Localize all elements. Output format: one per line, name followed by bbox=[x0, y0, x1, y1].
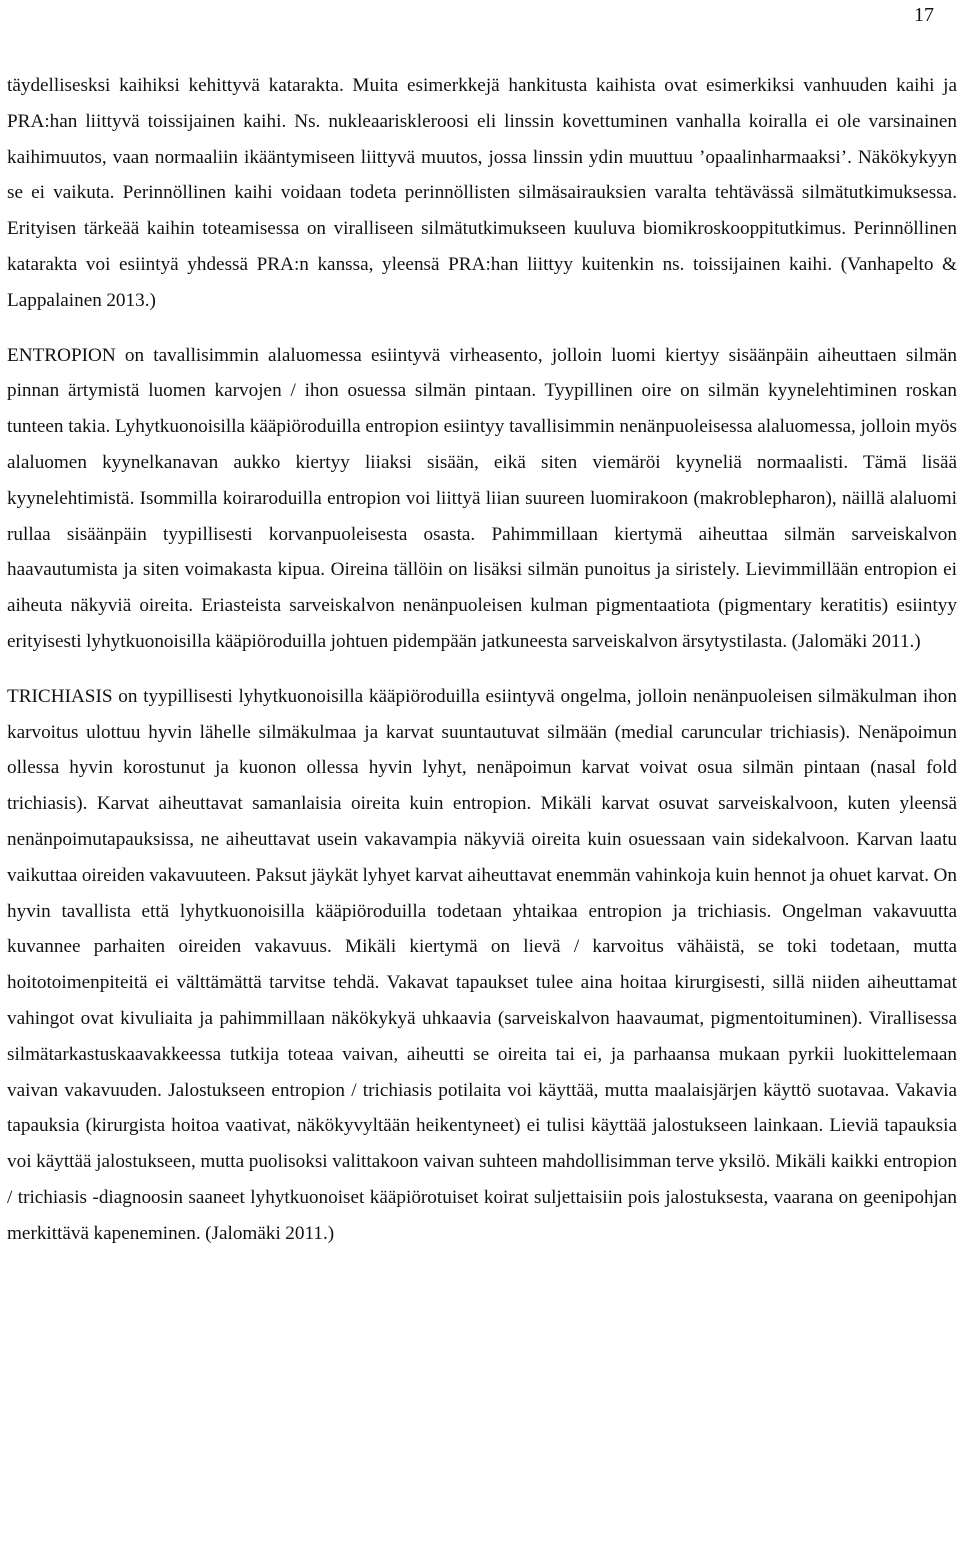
page-number: 17 bbox=[914, 4, 934, 26]
paragraph-trichiasis: TRICHIASIS on tyypillisesti lyhytkuonoisilla kääpiöroduilla esiintyvä ongelma, jolloin nenänpuoleisen silmäkulman ihon karvoitus ulottuu hyvin lähelle silmäkulmaa ja karvat suuntautuvat silmään (medial caruncular trichiasis). Nenäpoimun ollessa hyvin korostunut ja kuonon ollessa hyvin lyhyt, nenäpoimun karvat voivat osua silmän pintaan (nasal fold trichiasis). Karvat aiheuttavat samanlaisia oireita kuin entropion. Mikäli karvat osuvat sarveiskalvoon, kuten yleensä nenänpoimutapauksissa, ne aiheuttavat usein vakavampia näkyviä oireita kuin osuessaan vain sidekalvoon. Karvan laatu vaikuttaa oireiden vakavuuteen. Paksut jäykät lyhyet karvat aiheuttavat enemmän vahinkoja kuin hennot ja ohuet karvat. On hyvin tavallista että lyhytkuonoisilla kääpiöroduilla todetaan yhtaikaa entropion ja trichiasis. Ongelman vakavuutta kuvannee parhaiten oireiden vakavuus. Mikäli kiertymä on lievä / karvoitus vähäistä, se toki todetaan, mutta hoitotoimenpiteitä ei välttämättä tarvitse tehdä. Vakavat tapaukset tulee aina hoitaa kirurgisesti, sillä niiden aiheuttamat vahingot ovat kivuliaita ja pahimmillaan näkökykyä uhkaavia (sarveiskalvon haavaumat, pigmentoituminen). Virallisessa silmätarkastuskaavakkeessa tutkija toteaa vaivan, aiheutti se oireita tai ei, ja parhaansa mukaan pyrkii luokittelemaan vaivan vakavuuden. Jalostukseen entropion / trichiasis potilaita voi käyttää, mutta maalaisjärjen käyttö suotavaa. Vakavia tapauksia (kirurgista hoitoa vaativat, näkökyvyltään heikentyneet) ei tulisi käyttää jalostukseen lainkaan. Lieviä tapauksia voi käyttää jalostukseen, mutta puolisoksi valittakoon vaivan suhteen mahdollisimman terve yksilö. Mikäli kaikki entropion / trichiasis -diagnoosin saaneet lyhytkuonoiset kääpiörotuiset koirat suljettaisiin pois jalostuksesta, vaarana on geenipohjan merkittävä kapeneminen. (Jalomäki 2011.) bbox=[7, 685, 957, 1244]
paragraph-entropion: ENTROPION on tavallisimmin alaluomessa esiintyvä virheasento, jolloin luomi kiertyy sisäänpäin aiheuttaen silmän pinnan ärtymistä luomen karvojen / ihon osuessa silmän pintaan. Tyypillinen oire on silmän kyynelehtiminen roskan tunteen takia. Lyhytkuonoisilla kääpiöroduilla entropion esiintyy tavallisimmin nenänpuoleisessa alaluomessa, jolloin myös alaluomen kyynelkanavan aukko kiertyy liiaksi sisään, eikä siten viemäröi kyyneliä normaalisti. Tämä lisää kyynelehtimistä. Isommilla koiraroduilla entropion voi liittyä liian suureen luomirakoon (makroblepharon), näillä alaluomi rullaa sisäänpäin tyypillisesti korvanpuoleisesta osasta. Pahimmillaan kiertymä aiheuttaa silmän sarveiskalvon haavautumista ja siten voimakasta kipua. Oireina tällöin on lisäksi silmän punoitus ja siristely. Lievimmillään entropion ei aiheuta näkyviä oireita. Eriasteista sarveiskalvon nenänpuoleisen kulman pigmentaatiota (pigmentary keratitis) esiintyy erityisesti lyhytkuonoisilla kääpiöroduilla johtuen pidempään jatkuneesta sarveiskalvon ärsytystilasta. (Jalomäki 2011.) bbox=[7, 344, 957, 652]
paragraph-gap bbox=[7, 319, 957, 338]
paragraph-cataract: täydellisesksi kaihiksi kehittyvä katarakta. Muita esimerkkejä hankitusta kaihista ovat esimerkiksi vanhuuden kaihi ja PRA:han liittyvä toissijainen kaihi. Ns. nukleaariskleroosi eli linssin kovettuminen vanhalla koiralla ei ole varsinainen kaihimuutos, vaan normaaliin ikääntymiseen liittyvä muutos, jossa linssin ydin muuttuu ’opaalinharmaaksi’. Näkökykyyn se ei vaikuta. Perinnöllinen kaihi voidaan todeta perinnöllisten silmäsairauksien varalta tehtävässä silmätutkimuksessa. Erityisen tärkeää kaihin toteamisessa on viralliseen silmätutkimukseen kuuluva biomikroskooppitutkimus. Perinnöllinen katarakta voi esiintyä yhdessä PRA:n kanssa, yleensä PRA:han liittyy kuitenkin ns. toissijainen kaihi. (Vanhapelto & Lappalainen 2013.) bbox=[7, 75, 957, 311]
document-body bbox=[7, 68, 957, 1252]
paragraph-gap bbox=[7, 660, 957, 679]
